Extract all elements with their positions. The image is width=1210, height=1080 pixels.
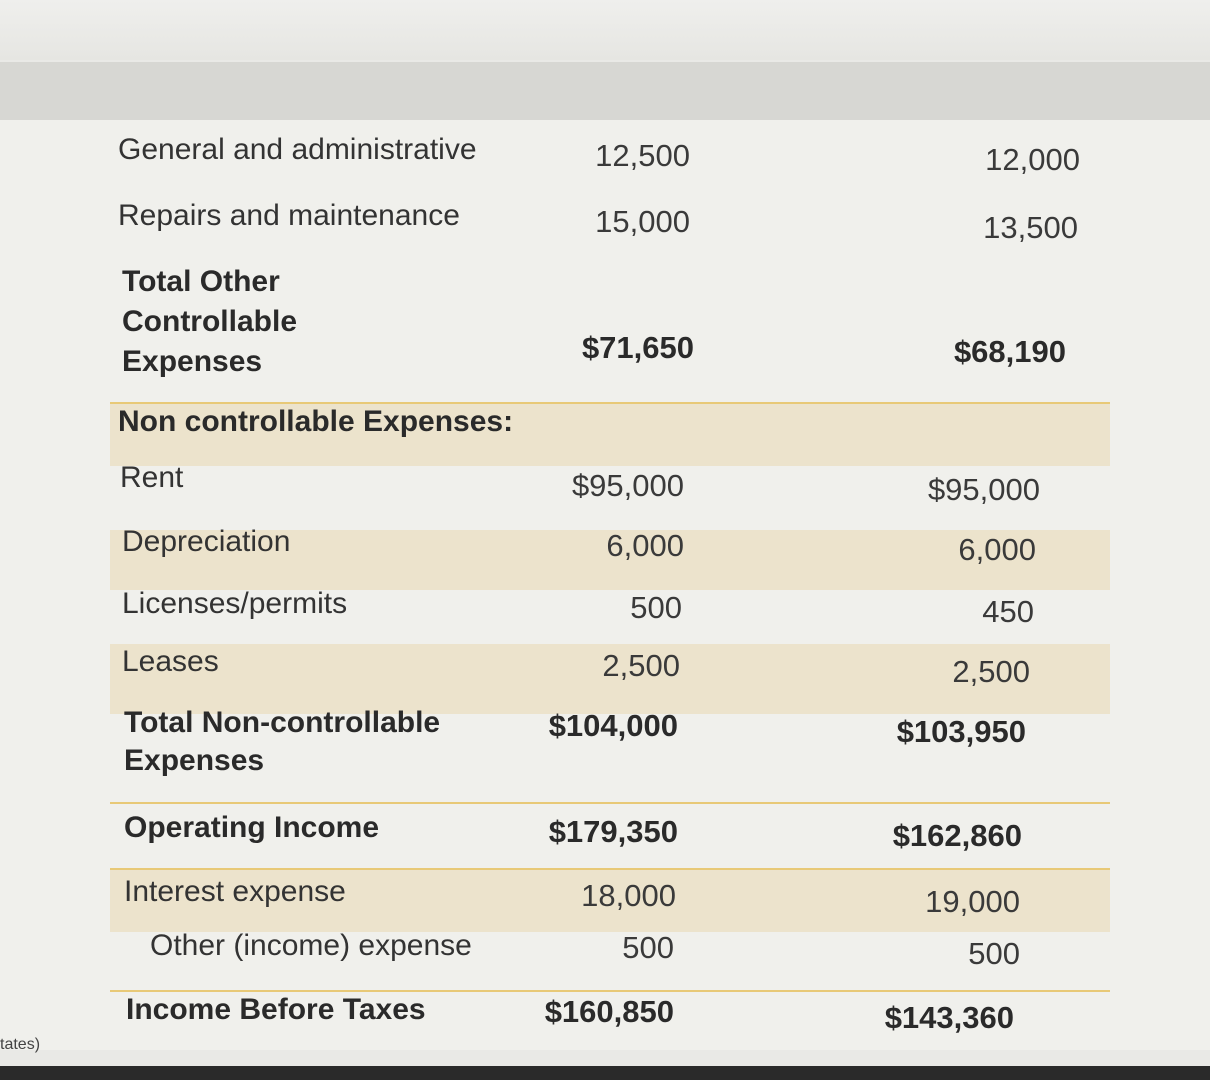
table-row	[110, 525, 1110, 590]
row-label: Other (income) expense	[150, 929, 472, 962]
prior-value: 450	[982, 594, 1034, 629]
row-label: General and administrative	[118, 133, 477, 166]
table-row	[110, 256, 1110, 388]
row-label: Income Before Taxes	[126, 993, 426, 1026]
prior-value: 13,500	[983, 210, 1078, 245]
section-label: Non controllable Expenses:	[118, 405, 514, 438]
row-label: Total Other Controllable Expenses	[122, 265, 298, 378]
row-label: Repairs and maintenance	[118, 199, 460, 232]
row-label: Interest expense	[124, 875, 346, 908]
row-label: Rent	[120, 461, 184, 494]
current-value: $71,650	[581, 330, 694, 365]
prior-value: 12,000	[985, 142, 1080, 177]
taskbar-edge	[0, 1066, 1210, 1080]
prior-value: 500	[968, 936, 1020, 971]
current-value: $104,000	[548, 708, 678, 743]
window-top-area	[0, 0, 1210, 60]
table-row	[110, 802, 1110, 866]
prior-value: 6,000	[958, 532, 1036, 567]
row-label: Total Non-controllable Expenses	[124, 706, 441, 777]
prior-value: $103,950	[896, 714, 1026, 749]
prior-value: $162,860	[892, 818, 1022, 853]
row-label: Operating Income	[124, 811, 380, 844]
table-row	[110, 456, 1110, 520]
current-value: 500	[630, 590, 682, 625]
table-row	[110, 990, 1110, 1042]
prior-value: 2,500	[952, 654, 1030, 689]
sheet-header-strip	[0, 62, 1210, 120]
row-label: Leases	[122, 645, 219, 678]
row-label: Licenses/permits	[122, 587, 348, 620]
table-row	[110, 190, 1110, 252]
current-value: 12,500	[595, 138, 690, 173]
table-row	[110, 582, 1110, 644]
current-value: 6,000	[606, 528, 684, 563]
prior-value: $68,190	[953, 334, 1066, 369]
current-value: $179,350	[548, 814, 678, 849]
current-value: 15,000	[595, 204, 690, 239]
prior-value: $95,000	[927, 472, 1040, 507]
current-value: $95,000	[571, 468, 684, 503]
prior-value: $143,360	[884, 1000, 1014, 1035]
table-row	[110, 868, 1110, 932]
current-value: 18,000	[581, 878, 676, 913]
table-row	[110, 128, 1110, 188]
prior-value: 19,000	[925, 884, 1020, 919]
table-row	[110, 926, 1110, 986]
sheet-tab-label[interactable]: tates)	[0, 1036, 41, 1053]
current-value: 2,500	[602, 648, 680, 683]
table-row	[110, 704, 1110, 794]
current-value: 500	[622, 930, 674, 965]
current-value: $160,850	[544, 994, 674, 1029]
row-label: Depreciation	[122, 525, 291, 558]
